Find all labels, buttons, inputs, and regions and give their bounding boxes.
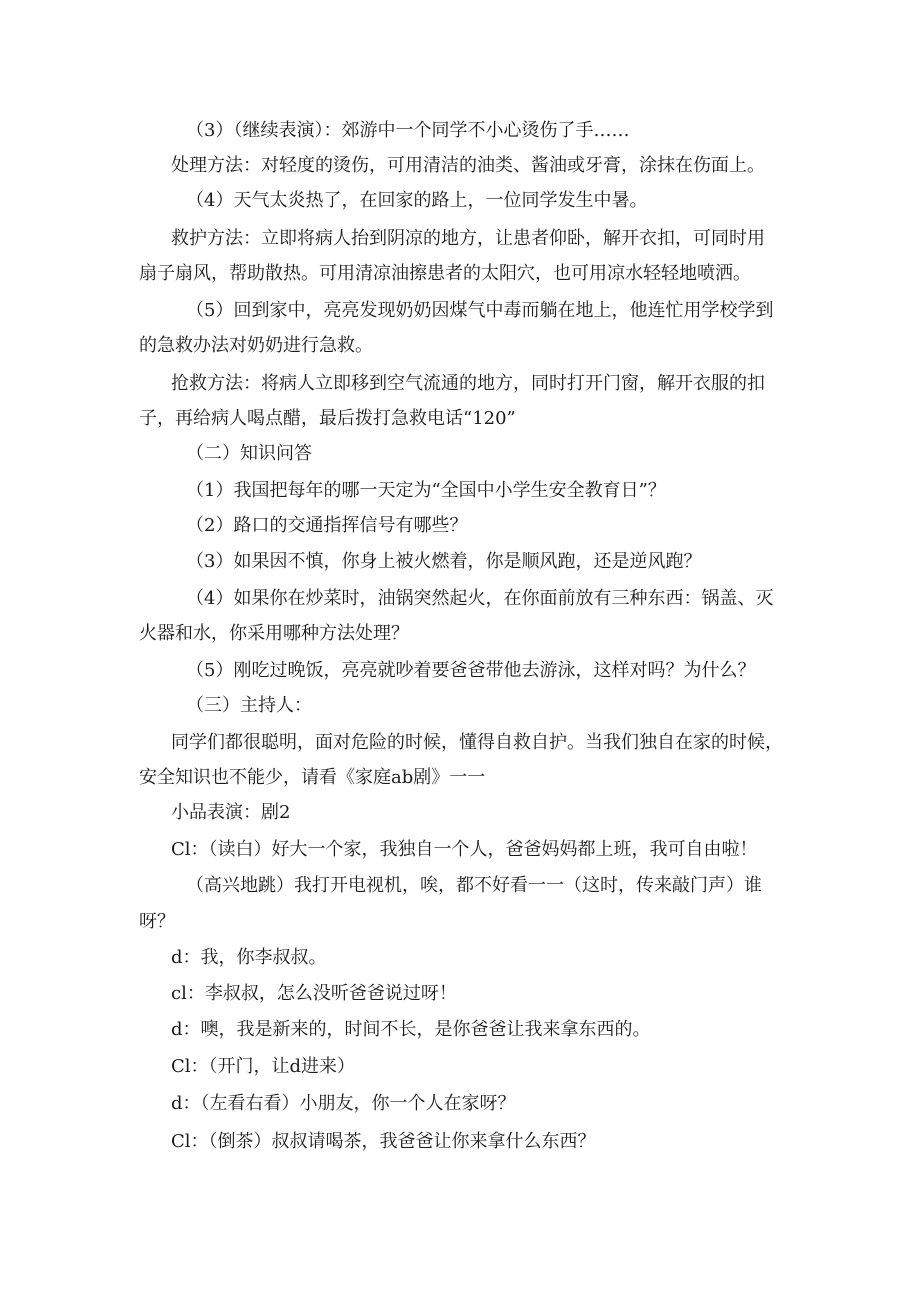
text-line: （5）刚吃过晚饭，亮亮就吵着要爸爸带他去游泳，这样对吗？为什么？ — [186, 660, 756, 681]
text-line: d：噢，我是新来的，时间不长，是你爸爸让我来拿东西的。 — [171, 1019, 651, 1040]
text-line: （3）如果因不慎，你身上被火燃着，你是顺风跑，还是逆风跑？ — [186, 551, 702, 572]
text-line: 扇子扇风，帮助散热。可用清凉油擦患者的太阳穴，也可用凉水轻轻地喷洒。 — [139, 263, 751, 284]
text-line: 处理方法：对轻度的烫伤，可用清洁的油类、酱油或牙膏，涂抹在伤面上。 — [171, 155, 765, 176]
text-line: 呀？ — [139, 911, 175, 932]
text-line: cl：李叔叔，怎么没听爸爸说过呀！ — [171, 983, 457, 1004]
text-line: Cl：（倒茶）叔叔请喝茶，我爸爸让你来拿什么东西？ — [171, 1131, 596, 1152]
text-line: 安全知识也不能少，请看《家庭ab剧》一一 — [139, 767, 486, 788]
text-line: （5）回到家中，亮亮发现奶奶因煤气中毒而躺在地上，他连忙用学校学到 — [186, 300, 774, 321]
text-line: d：（左看右看）小朋友，你一个人在家呀？ — [171, 1093, 516, 1114]
text-line: 抢救方法：将病人立即移到空气流通的地方，同时打开门窗，解开衣服的扣 — [171, 373, 765, 394]
section-heading: （二）知识问答 — [186, 443, 312, 464]
text-line: Cl：（开门，让d进来） — [171, 1056, 356, 1077]
text-line: （3）（继续表演）：郊游中一个同学不小心烫伤了手…… — [186, 120, 630, 141]
text-line: 火器和水，你采用哪种方法处理？ — [139, 623, 409, 644]
text-line: 的急救办法对奶奶进行急救。 — [139, 335, 373, 356]
text-line: （2）路口的交通指挥信号有哪些？ — [186, 515, 468, 536]
text-line: Cl：（读白）好大一个家，我独自一个人，爸爸妈妈都上班，我可自由啦！ — [171, 839, 758, 860]
text-line: （1）我国把每年的哪一天定为“全国中小学生安全教育日”？ — [186, 480, 666, 501]
text-line: 子，再给病人喝点醋，最后拨打急救电话“120” — [139, 408, 516, 429]
section-heading: （三）主持人： — [186, 695, 312, 716]
text-line: （高兴地跳）我打开电视机，唉，都不好看一一（这时，传来敲门声）谁 — [186, 875, 762, 896]
text-line: 救护方法：立即将病人抬到阴凉的地方，让患者仰卧，解开衣扣，可同时用 — [171, 228, 765, 249]
text-line: （4）如果你在炒菜时，油锅突然起火，在你面前放有三种东西：锅盖、灭 — [186, 588, 774, 609]
text-line: 同学们都很聪明，面对危险的时候，懂得自救自护。当我们独自在家的时候， — [171, 732, 783, 753]
text-line: （4）天气太炎热了，在回家的路上，一位同学发生中暑。 — [186, 190, 648, 211]
text-line: 小品表演：剧2 — [171, 802, 291, 823]
text-line: d：我，你李叔叔。 — [171, 947, 327, 968]
